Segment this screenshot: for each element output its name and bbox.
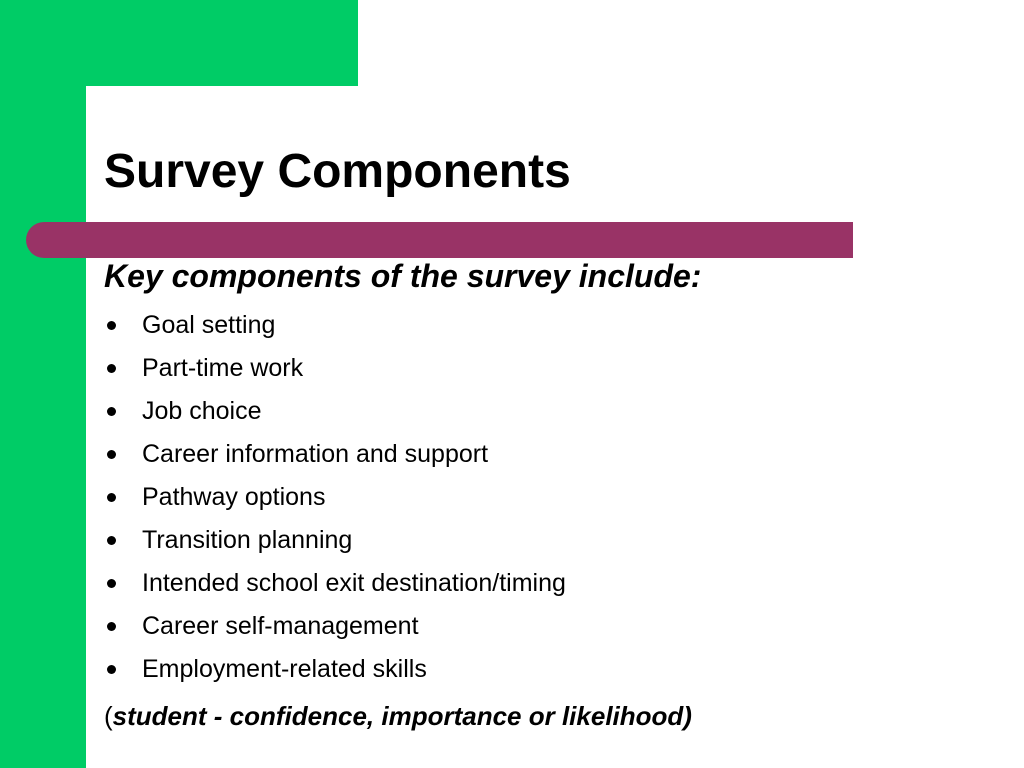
- closing-note: [104, 694, 692, 738]
- bullet-list: [104, 304, 566, 691]
- bullet-text: Employment-related skills: [142, 655, 427, 683]
- list-item: [104, 433, 566, 476]
- note-open-paren: (: [104, 701, 113, 731]
- green-top-block: [0, 0, 358, 86]
- list-item: [104, 519, 566, 562]
- bullet-dot-icon: [107, 407, 116, 416]
- list-item: [104, 304, 566, 347]
- magenta-accent-bar: [26, 222, 853, 258]
- list-item: [104, 390, 566, 433]
- bullet-text: Transition planning: [142, 526, 353, 554]
- bullet-text: Job choice: [142, 397, 262, 425]
- bullet-dot-icon: [107, 665, 116, 674]
- list-item: [104, 605, 566, 648]
- note-emphasis: student - confidence, importance or likelihood): [112, 701, 692, 731]
- bullet-dot-icon: [107, 536, 116, 545]
- bullet-dot-icon: [107, 450, 116, 459]
- bullet-dot-icon: [107, 579, 116, 588]
- bullet-text: Goal setting: [142, 311, 276, 339]
- list-item: [104, 648, 566, 691]
- bullet-text: Pathway options: [142, 483, 326, 511]
- bullet-text: Part-time work: [142, 354, 304, 382]
- slide-title: Survey Components: [104, 145, 571, 198]
- bullet-dot-icon: [107, 622, 116, 631]
- bullet-dot-icon: [107, 493, 116, 502]
- list-item: [104, 347, 566, 390]
- bullet-dot-icon: [107, 364, 116, 373]
- bullet-text: Career self-management: [142, 612, 419, 640]
- bullet-text: Intended school exit destination/timing: [142, 569, 566, 597]
- list-item: [104, 562, 566, 605]
- slide-subtitle: Key components of the survey include:: [104, 258, 702, 294]
- bullet-text: Career information and support: [142, 440, 489, 468]
- bullet-dot-icon: [107, 321, 116, 330]
- list-item: [104, 476, 566, 519]
- green-side-bar: [0, 0, 86, 768]
